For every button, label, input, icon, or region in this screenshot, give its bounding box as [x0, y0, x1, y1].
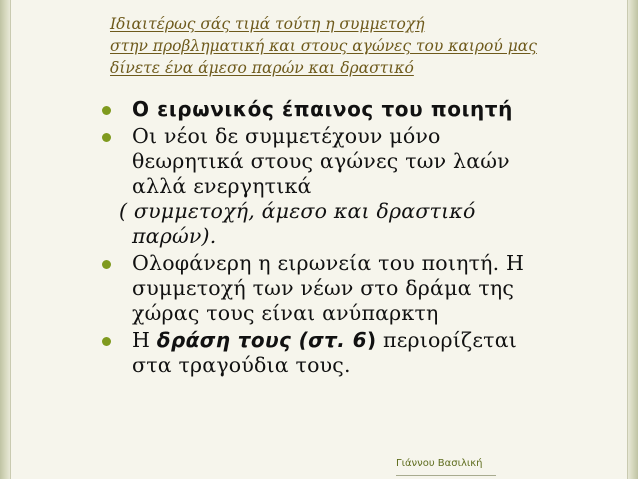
bullet-dot-icon	[102, 133, 111, 142]
bullet-3-line-3: χώρας τους είναι ανύπαρκτη	[132, 301, 439, 325]
intro-quote-line-2: στην προβληματική και στους αγώνες του καιρού μας	[110, 37, 537, 55]
bullet-item-action-limited	[99, 328, 619, 378]
bullet-4-line-2: στα τραγούδια τους.	[132, 353, 351, 377]
bullet-item-ironic-praise	[99, 97, 619, 122]
bullet-1-line-1: Ο ειρωνικός έπαινος του ποιητή	[132, 97, 514, 121]
right-decorative-rail	[628, 0, 638, 479]
bullet-2-line-3: αλλά ενεργητικά	[132, 174, 312, 198]
bullet-item-obvious-irony	[99, 251, 619, 326]
bullet-2-line-1: Οι νέοι δε συμμετέχουν μόνο	[132, 124, 441, 148]
bullet-4-suffix: περιορίζεται	[376, 328, 517, 352]
bullet-3-line-2: συμμετοχή των νέων στο δράμα της	[132, 276, 515, 300]
intro-quote	[110, 13, 610, 79]
bullet-dot-icon	[102, 106, 111, 115]
bullet-2-line-2: θεωρητικά στους αγώνες των λαών	[132, 149, 510, 173]
left-rail-edge	[10, 0, 11, 479]
bullet-4-closing: )	[366, 328, 377, 352]
bullet-3-line-1: Ολοφάνερη η ειρωνεία του ποιητή. Η	[132, 251, 525, 275]
intro-quote-line-1: Ιδιαιτέρως σάς τιμά τούτη η συμμετοχή	[110, 15, 425, 33]
left-decorative-rail	[0, 0, 10, 479]
bullet-2-italic-line-1: ( συμμετοχή, άμεσο και δραστικό	[119, 199, 476, 223]
bullet-dot-icon	[102, 337, 111, 346]
right-rail-edge	[627, 0, 628, 479]
bullet-dot-icon	[102, 260, 111, 269]
bullet-4-prefix: Η	[132, 328, 157, 352]
bullet-4-line-1	[132, 328, 619, 353]
footer-rule	[396, 475, 496, 476]
bullet-item-youth-participation	[99, 124, 619, 249]
bullet-2-italic-line-2: παρών).	[132, 224, 217, 248]
bullet-4-emphasis: δράση τους (στ. 6	[156, 328, 367, 352]
bullet-list	[99, 97, 619, 380]
footer-author: Γιάννου Βασιλική	[396, 458, 483, 469]
intro-quote-line-3: δίνετε ένα άμεσο παρών και δραστικό	[110, 59, 414, 77]
